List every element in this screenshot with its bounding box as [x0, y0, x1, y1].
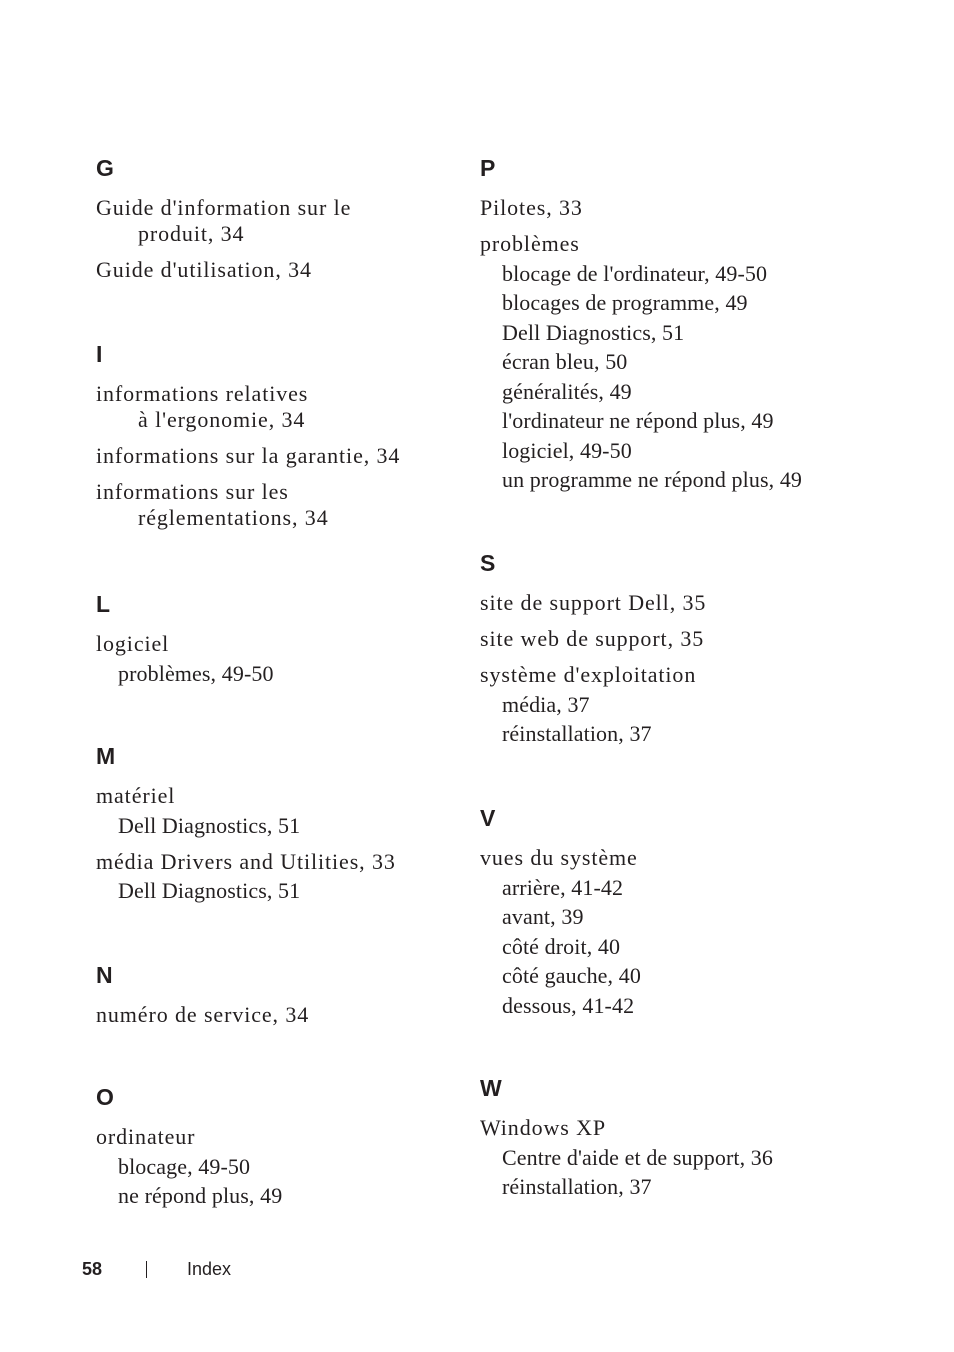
index-entry: ordinateur [96, 1124, 196, 1149]
index-subentry: problèmes, 49-50 [118, 660, 274, 686]
index-entry: vues du système [480, 845, 638, 870]
index-entry: logiciel [96, 631, 170, 656]
index-subentry: dessous, 41-42 [502, 992, 635, 1018]
index-subentry: Dell Diagnostics, 51 [118, 878, 301, 903]
section-letter: S [480, 550, 496, 576]
index-entry: informations relatives [96, 381, 309, 406]
index-entry: média Drivers and Utilities, 33 [96, 848, 396, 874]
index-subentry: écran bleu, 50 [502, 349, 628, 374]
index-subentry: un programme ne répond plus, 49 [502, 467, 803, 492]
section-letter: G [96, 155, 114, 181]
index-subentry: généralités, 49 [502, 378, 632, 404]
index-entry: site web de support, 35 [480, 626, 705, 651]
page-number: 58 [82, 1259, 103, 1279]
index-entry: Windows XP [480, 1115, 607, 1140]
index-entry: matériel [96, 783, 176, 808]
index-subentry: arrière, 41-42 [502, 874, 624, 900]
footer-separator [146, 1261, 147, 1278]
index-entry: Guide d'utilisation, 34 [96, 257, 312, 282]
index-entry: site de support Dell, 35 [480, 590, 707, 615]
index-entry-continuation: réglementations, 34 [138, 505, 329, 530]
index-entry: système d'exploitation [480, 662, 697, 687]
index-subentry: média, 37 [502, 691, 590, 717]
index-subentry: Centre d'aide et de support, 36 [502, 1144, 773, 1170]
index-subentry: réinstallation, 37 [502, 1174, 652, 1199]
section-letter: N [96, 962, 113, 988]
section-letter: I [96, 341, 103, 367]
index-entry: problèmes [480, 231, 580, 256]
index-subentry: l'ordinateur ne répond plus, 49 [502, 408, 774, 433]
index-subentry: Dell Diagnostics, 51 [118, 812, 301, 838]
index-subentry: côté droit, 40 [502, 933, 621, 959]
index-entry: Pilotes, 33 [480, 195, 583, 220]
index-entry: Guide d'information sur le [96, 195, 352, 220]
section-letter: W [480, 1075, 502, 1101]
index-subentry: Dell Diagnostics, 51 [502, 319, 685, 345]
section-letter: O [96, 1084, 114, 1110]
index-subentry: réinstallation, 37 [502, 721, 652, 746]
footer-title: Index [187, 1259, 232, 1279]
page-footer [82, 1256, 482, 1282]
index-subentry: blocages de programme, 49 [502, 290, 748, 315]
index-subentry: logiciel, 49-50 [502, 437, 632, 463]
section-letter: P [480, 155, 496, 181]
section-letter: L [96, 591, 111, 617]
index-subentry: côté gauche, 40 [502, 963, 641, 988]
index-subentry: avant, 39 [502, 904, 584, 929]
index-subentry: ne répond plus, 49 [118, 1183, 283, 1208]
index-entry: informations sur les [96, 479, 289, 504]
index-subentry: blocage, 49-50 [118, 1153, 251, 1179]
index-subentry: blocage de l'ordinateur, 49-50 [502, 260, 768, 286]
index-entry: informations sur la garantie, 34 [96, 443, 401, 468]
index-entry: numéro de service, 34 [96, 1002, 310, 1027]
section-letter: M [96, 743, 116, 769]
section-letter: V [480, 805, 496, 831]
index-entry-continuation: à l'ergonomie, 34 [138, 407, 306, 432]
index-entry-continuation: produit, 34 [138, 221, 245, 246]
